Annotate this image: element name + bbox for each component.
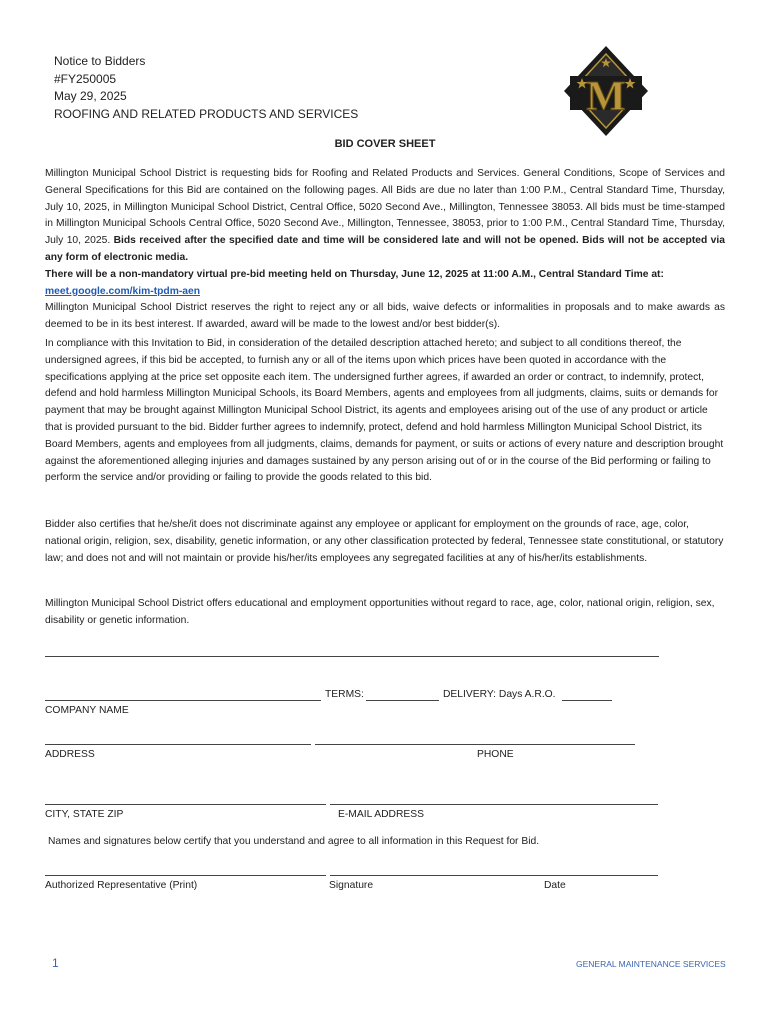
email-label: E-MAIL ADDRESS [338,809,425,820]
delivery-line[interactable] [562,700,612,701]
header-notice: Notice to Bidders [54,54,146,68]
email-line[interactable] [330,804,658,805]
compliance-paragraph: In compliance with this Invitation to Bid, in consideration of the detailed description attached hereto; and subject to all conditions thereof, the undersigned agrees, if this bid be accepted, to furnish any or all of the items upon which prices have been quoted in accordance with the specifications applying at the price set opposite each item. The undersigned further agrees, if awarded an order or contract, to indemnify, protect, defend and hold harmless Millington Municipal Schools, its Board Members, agents and employees from all judgments, claims, suits or demands for payment that may be brought against Millington Municipal School District, its agents and employees arising out of the use of any product or article that is provided pursuant to the bid. Bidder further agrees to indemnify, protect, defend and hold harmless Millington Municipal School District, its Board Members, agents and employees from all judgments, claims, demands for payment, or suits or actions of every nature and description brought against the aforementioned alleging injuries and damages sustained by any person arising out of or in the course of the Bid performing or failing to perform the service and/or providing or failing to provide the goods related to this bid. [45,338,724,484]
district-logo-icon [562,44,650,138]
city-state-zip-label: CITY, STATE ZIP [45,809,124,820]
auth-rep-label: Authorized Representative (Print) [45,880,198,891]
page-title: BID COVER SHEET [334,138,436,150]
delivery-label: DELIVERY: Days A.R.O. [443,689,556,700]
rights-reserved-text: Millington Municipal School District reserves the right to reject any or all bids, waive defects or informalities in proposals and to make awards as deemed to be in its best interest. If awarded, award will be made to the lowest and/or best bidder(s). [45,302,725,331]
footer-section-title: GENERAL MAINTENANCE SERVICES [576,959,726,969]
signature-date-line[interactable] [330,875,658,876]
city-state-zip-line[interactable] [45,804,326,805]
header-date: May 29, 2025 [54,89,127,103]
nondiscrimination-paragraph: Bidder also certifies that he/she/it does not discriminate against any employee or applicant for employment on the grounds of race, age, color, national origin, religion, sex, disability, genetic information, or any other classification protected by federal, Tennessee state constitutional, or statutory law; and does not and will not maintain or provide his/her/its employees any segregated facilities at any of his/her/its establishments. [45,519,724,564]
certify-text: Names and signatures below certify that you understand and agree to all information in this Request for Bid. [48,836,540,847]
intro-text: Millington Municipal School District is requesting bids for Roofing and Related Products and Services. General Conditions, Scope of Services and General Specifications for this Bid are contained on the following pages. All Bids are due no later than 1:00 P.M., Central Standard Time, Thursday, July 10, 2025, in Millington Municipal School District, Central Office, 5020 Second Ave., Millington, Tennessee 38053. All bids must be time-stamped in Millington Municipal Schools Central Office, 5020 Second Ave., Millington, Tennessee, 38053, prior to 1:00 P.M., Central Standard Time, Thursday, July 10, 2025. [45,168,725,247]
terms-label: TERMS: [325,689,364,700]
meeting-link[interactable]: meet.google.com/kim-tpdm-aen [45,285,201,297]
late-bid-notice: Bids received after the specified date and time will be considered late and will not be opened. Bids will not be accepted via any form of electronic media. [45,235,725,263]
address-label: ADDRESS [45,749,95,760]
header-subject: ROOFING AND RELATED PRODUCTS AND SERVICES [54,106,359,121]
terms-line[interactable] [366,700,439,701]
phone-label: PHONE [477,749,514,760]
company-name-label: COMPANY NAME [45,705,129,716]
equal-opportunity-paragraph: Millington Municipal School District offers educational and employment opportunities without regard to race, age, color, national origin, religion, sex, disability or genetic information. [45,598,715,626]
header-number: #FY250005 [54,71,117,86]
auth-rep-line[interactable] [45,875,326,876]
pre-bid-meeting-notice: There will be a non-mandatory virtual pre-bid meeting held on Thursday, June 12, 2025 at 11:00 A.M., Central Standard Time at: [45,268,664,280]
company-name-line[interactable] [45,700,321,701]
phone-line[interactable] [315,744,635,745]
address-line[interactable] [45,744,311,745]
signature-line-top[interactable] [45,656,659,657]
signature-label: Signature [329,880,374,891]
intro-paragraph [45,166,725,334]
date-label: Date [544,880,566,891]
logo-letter: M [586,74,626,120]
page-number: 1 [52,956,59,970]
notice-header [54,53,358,123]
